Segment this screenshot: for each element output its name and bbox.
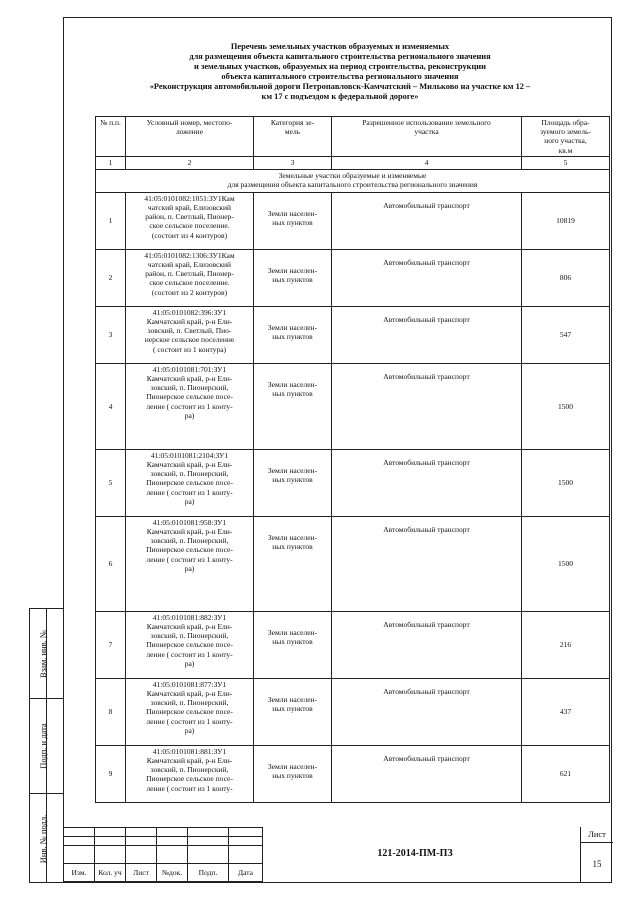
stamp-label-doc: №док. [157,864,188,882]
table-row [96,449,610,516]
group-title-row: Земельные участки образуемые и изменяемые для размещения объекта капитального строительства регионального значения [96,169,610,192]
row-usage: Автомобильный транспорт [332,678,522,745]
row-number: 9 [96,745,126,802]
row-category: Земли населен- ных пунктов [254,678,332,745]
row-location: 41:05:0101081:877:ЗУ1 Камчатский край, р-н Ели- зовский, п. Пионерский, Пионерское сельское посе- ление ( состоит из 1 конту- ра) [126,678,254,745]
row-number: 8 [96,678,126,745]
document-code: 121-2014-ПМ-ПЗ [377,848,453,859]
side-label-inv-number: Инв. № подл. [38,814,48,864]
stamp-label-sign: Подп. [188,864,229,882]
side-stamp [29,608,63,883]
row-usage: Автомобильный транспорт [332,516,522,611]
row-usage: Автомобильный транспорт [332,449,522,516]
row-location: 41:05:0101082:1051:ЗУ1Кам чатский край, Елизовский район, п. Светлый, Пионер- ское сельское поселение. (состоит из 4 контуров) [126,192,254,249]
row-usage: Автомобильный транспорт [332,306,522,363]
sheet-box [580,827,612,883]
side-label-sign-date: Подп. и дата [38,723,48,769]
row-area: 216 [522,611,610,678]
row-location: 41:05:0101082:1306:ЗУ1Кам чатский край, Елизовский район, п. Светлый, Пионер- ское сельское поселение. (состоит из 2 контуров) [126,249,254,306]
row-usage: Автомобильный транспорт [332,192,522,249]
sheet-number: 15 [592,859,602,869]
header-location: Условный номер, местопо- ложение [126,117,254,157]
row-category: Земли населен- ных пунктов [254,192,332,249]
row-location: 41:05:0101082:396:ЗУ1 Камчатский край, р-н Ели- зовский, п. Светлый, Пио- нерское сельское поселение ( состоит из 1 контура) [126,306,254,363]
row-usage: Автомобильный транспорт [332,611,522,678]
table-row [96,192,610,249]
row-area: 1500 [522,363,610,449]
row-category: Земли населен- ных пунктов [254,363,332,449]
table-row [96,678,610,745]
stamp-label-change: Изм. [64,864,95,882]
row-area: 806 [522,249,610,306]
header-usage: Разрешенное использование земельного участка [332,117,522,157]
row-usage: Автомобильный транспорт [332,249,522,306]
row-area: 1500 [522,449,610,516]
table-row [96,306,610,363]
row-area: 1500 [522,516,610,611]
row-category: Земли населен- ных пунктов [254,306,332,363]
land-plots-table [95,116,610,803]
row-number: 7 [96,611,126,678]
row-location: 41:05:0101081:882:ЗУ1 Камчатский край, р-н Ели- зовский, п. Пионерский, Пионерское сельское посе- ление ( состоит из 1 конту- ра) [126,611,254,678]
row-number: 2 [96,249,126,306]
table-row [96,249,610,306]
row-area: 10819 [522,192,610,249]
row-category: Земли населен- ных пунктов [254,249,332,306]
stamp-label-sheet: Лист [126,864,157,882]
row-location: 41:05:0101081:958:ЗУ1 Камчатский край, р-н Ели- зовский, п. Пионерский, Пионерское сельское посе- ление ( состоит из 1 конту- ра) [126,516,254,611]
table-row [96,516,610,611]
header-category: Категория зе- мель [254,117,332,157]
row-number: 4 [96,363,126,449]
header-number: № п.п. [96,117,126,157]
row-location: 41:05:0101081:881:ЗУ1 Камчатский край, р-н Ели- зовский, п. Пионерский, Пионерское сельское посе- ление ( состоит из 1 конту- [126,745,254,802]
row-location: 41:05:0101081:2104:ЗУ1 Камчатский край, р-н Ели- зовский, п. Пионерский, Пионерское сельское посе- ление ( состоит из 1 конту- ра) [126,449,254,516]
table-row [96,745,610,802]
table-header-row [96,117,610,157]
row-usage: Автомобильный транспорт [332,745,522,802]
row-category: Земли населен- ных пунктов [254,516,332,611]
side-label-replace-inv: Взам. инв. № [38,630,48,678]
row-category: Земли населен- ных пунктов [254,745,332,802]
row-area: 437 [522,678,610,745]
row-category: Земли населен- ных пунктов [254,449,332,516]
sheet-label: Лист [588,829,606,839]
row-number: 1 [96,192,126,249]
document-title: Перечень земельных участков образуемых и изменяемых для размещения объекта капитального строительства регионального значения и земельных участков, образуемых на период строительства, реконструкции объекта капитального строительства регионального значения «Реконструкция автомобильной дороги Петропавловск-Камчатский – Мильково на участке км 12 – км 17 с подъездом к федеральной дороге» [149,42,531,101]
table-row [96,363,610,449]
table-body [96,192,610,802]
row-usage: Автомобильный транспорт [332,363,522,449]
column-numbers-row: 1 2 3 4 5 [96,156,610,169]
table-row [96,611,610,678]
row-category: Земли населен- ных пунктов [254,611,332,678]
stamp-label-date: Дата [229,864,263,882]
header-area: Площадь обра- зуемого земель- ного участка, кв.м [522,117,610,157]
row-number: 5 [96,449,126,516]
row-location: 41:05:0101081:701:ЗУ1 Камчатский край, р-н Ели- зовский, п. Пионерский, Пионерское сельское посе- ление ( состоит из 1 конту- ра) [126,363,254,449]
row-area: 547 [522,306,610,363]
row-area: 621 [522,745,610,802]
row-number: 3 [96,306,126,363]
stamp-label-count: Кол. уч [95,864,126,882]
row-number: 6 [96,516,126,611]
